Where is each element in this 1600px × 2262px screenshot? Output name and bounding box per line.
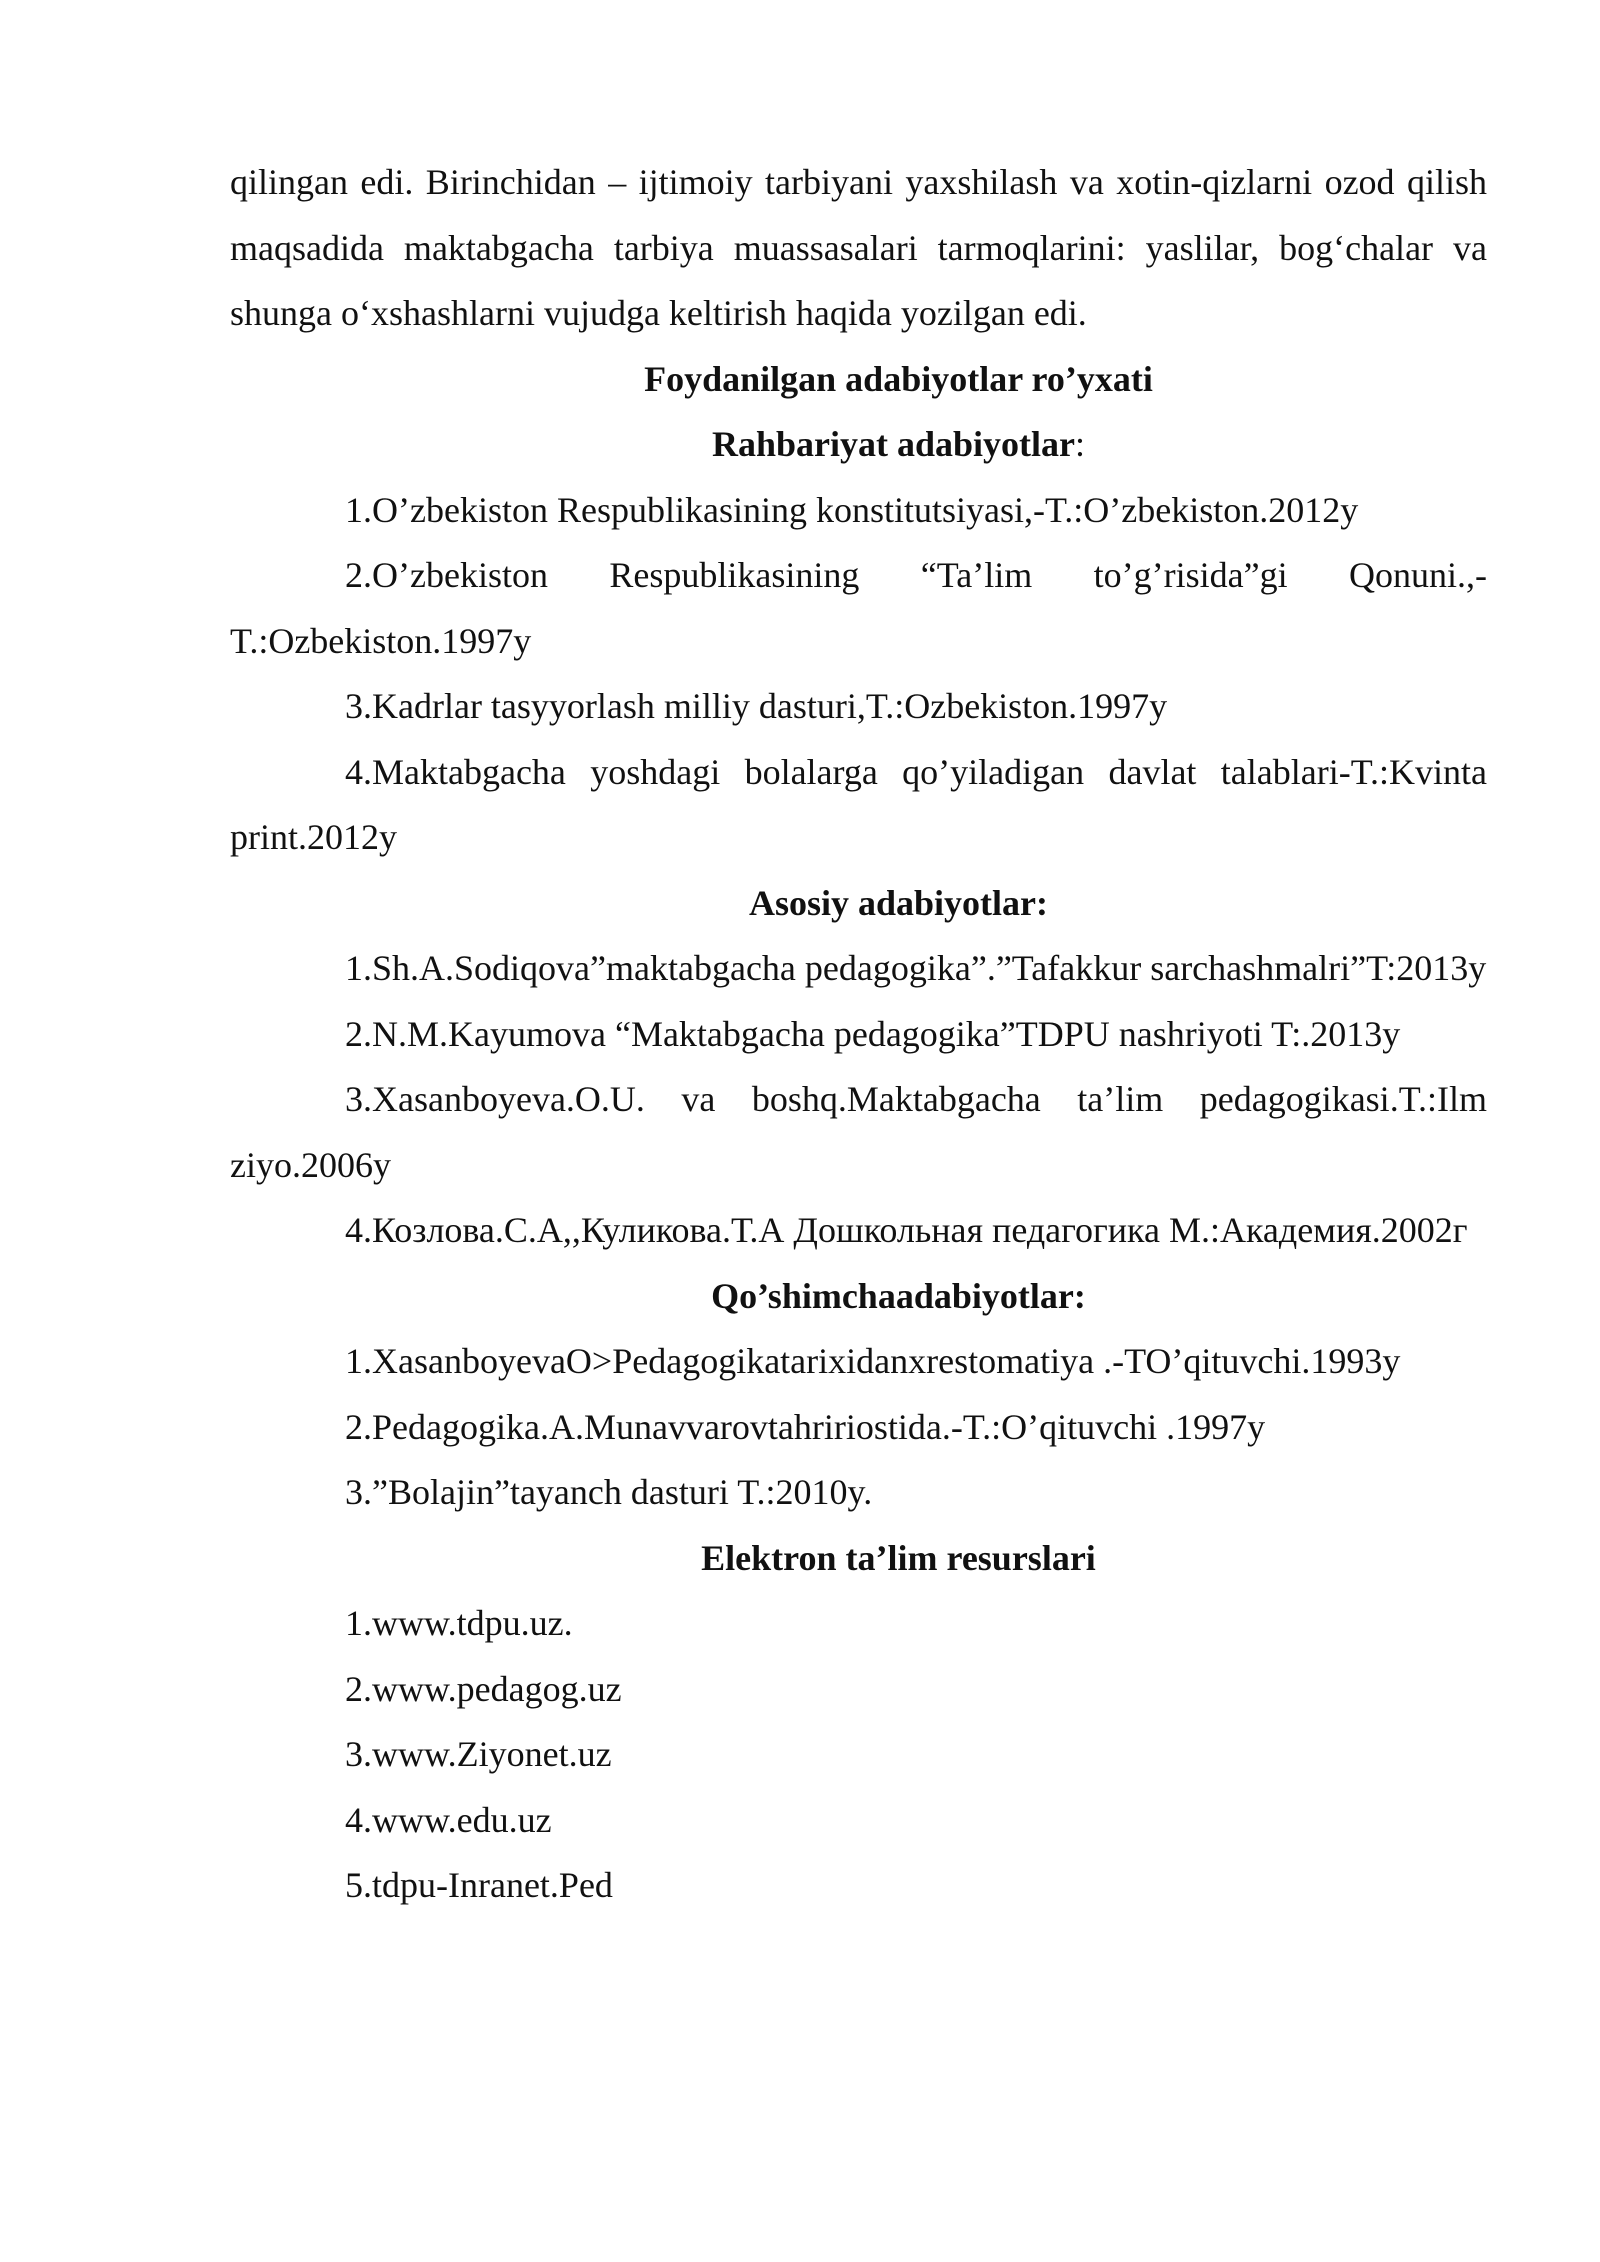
list-item-link: 2.www.pedagog.uz [345,1668,622,1709]
list-item-link: 1.www.tdpu.uz. [345,1603,573,1643]
document-page [230,150,1487,1919]
list-item: 1.XasanboyevaO>Pedagogikatarixidanxrestomatiya .-TO’qituvchi.1993y [345,1341,1401,1381]
list-item-link: 3.www.Ziyonet.uz [345,1734,612,1774]
list-item: 3.Kadrlar tasyyorlash milliy dasturi,T.:Ozbekiston.1997y [345,686,1168,726]
list-item: 2.Pedagogika.A.Munavvarovtahririostida.-T.:O’qituvchi .1997y [345,1406,1266,1447]
list-item: 2.O’zbekiston Respublikasining “Ta’lim to’g’risida”gi Qonuni.,-T.:Ozbekiston.1997y [230,555,1487,661]
list-item: 3.Xasanboyeva.O.U. va boshq.Maktabgacha ta’lim pedagogikasi.T.:Ilm ziyo.2006y [230,1079,1487,1185]
list-item: 3.”Bolajin”tayanch dasturi T.:2010y. [345,1472,873,1512]
section-heading-asosiy: Asosiy adabiyotlar: [748,882,1049,923]
list-item-link: 4.www.edu.uz [345,1799,552,1840]
bibliography-title: Foydanilgan adabiyotlar ro’yxati [644,358,1153,399]
section-heading-text: Rahbariyat adabiyotlar [711,424,1075,464]
intro-paragraph: qilingan edi. Birinchidan – ijtimoiy tarbiyani yaxshilash va xotin-qizlarni ozod qilish maqsadida maktabgacha tarbiya muassasalari tarmoqlarini: yaslilar, bog‘chalar va shunga o‘xshashlarni vujudga keltirish haqida yozilgan edi. [230,162,1487,333]
section-heading-rahbariyat [230,412,1487,478]
list-item: 2.N.M.Kayumova “Maktabgacha pedagogika”TDPU nashriyoti T:.2013y [345,1013,1401,1054]
list-item: 1.O’zbekiston Respublikasining konstitutsiyasi,-T.:O’zbekiston.2012y [345,489,1359,530]
list-item: 4.Maktabgacha yoshdagi bolalarga qo’yiladigan davlat talablari-T.:Kvinta print.2012y [230,751,1487,857]
list-item: 4.Козлова.С.А,,Куликова.Т.А Дошкольная педагогика М.:Академия.2002г [345,1210,1468,1250]
list-item: 1.Sh.A.Sodiqova”maktabgacha pedagogika”.”Tafakkur sarchashmalri”T:2013y [345,948,1487,988]
list-item-link: 5.tdpu-Inranet.Ped [345,1865,613,1905]
section-heading-elektron: Elektron ta’lim resurslari [701,1537,1096,1578]
section-heading-colon: : [1075,424,1086,464]
section-heading-qoshimcha: Qo’shimchaadabiyotlar: [711,1275,1086,1316]
